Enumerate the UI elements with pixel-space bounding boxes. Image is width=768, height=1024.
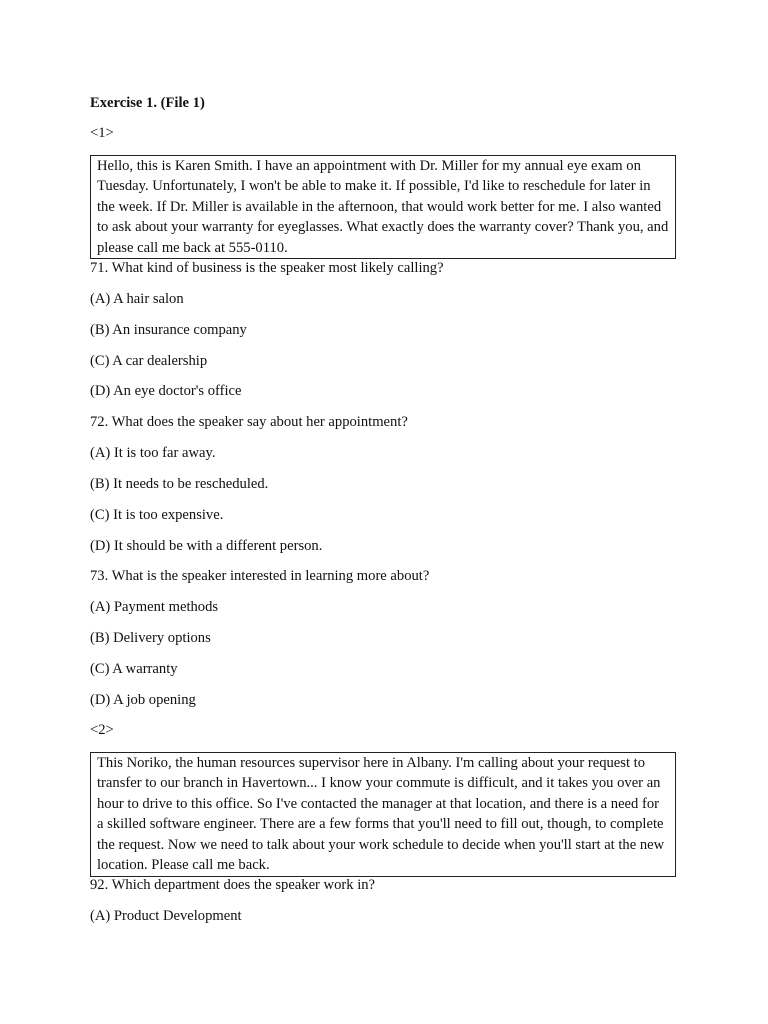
question-92-option-a: (A) Product Development bbox=[90, 908, 242, 924]
question-71-option-b: (B) An insurance company bbox=[90, 322, 247, 338]
question-72: 72. What does the speaker say about her appointment? bbox=[90, 414, 408, 430]
section-1-transcript: Hello, this is Karen Smith. I have an appointment with Dr. Miller for my annual eye exam on Tuesday. Unfortunately, I won't be able to make it. If possible, I'd like to reschedule for later in the week. If Dr. Miller is available in the afternoon, that would work better for me. I also wanted to ask about your warranty for eyeglasses. What exactly does the warranty cover? Thank you, and please call me back at 555-0110. bbox=[97, 158, 669, 256]
question-71-option-d: (D) An eye doctor's office bbox=[90, 383, 242, 399]
question-72-option-b: (B) It needs to be rescheduled. bbox=[90, 476, 269, 492]
section-1-marker: <1> bbox=[90, 125, 114, 141]
section-2-transcript-box bbox=[90, 752, 676, 877]
question-71: 71. What kind of business is the speaker most likely calling? bbox=[90, 260, 444, 276]
question-73-option-c: (C) A warranty bbox=[90, 661, 178, 677]
section-1-transcript-box bbox=[90, 155, 676, 259]
section-2-transcript: This Noriko, the human resources supervisor here in Albany. I'm calling about your request to transfer to our branch in Havertown... I know your commute is difficult, and it takes you over an hour to drive to this office. So I've contacted the manager at that location, and there is a need for a skilled software engineer. There are a few forms that you'll need to fill out, though, to complete the request. Now we need to talk about your work schedule to decide when you'll start at the new location. Please call me back. bbox=[97, 755, 665, 874]
exercise-title: Exercise 1. (File 1) bbox=[90, 95, 205, 111]
question-72-option-a: (A) It is too far away. bbox=[90, 445, 216, 461]
question-73: 73. What is the speaker interested in learning more about? bbox=[90, 568, 430, 584]
question-71-option-c: (C) A car dealership bbox=[90, 353, 208, 369]
question-92: 92. Which department does the speaker work in? bbox=[90, 877, 376, 893]
question-72-option-d: (D) It should be with a different person. bbox=[90, 538, 323, 554]
section-2-marker: <2> bbox=[90, 722, 114, 738]
question-71-option-a: (A) A hair salon bbox=[90, 291, 184, 307]
question-73-option-b: (B) Delivery options bbox=[90, 630, 211, 646]
question-73-option-d: (D) A job opening bbox=[90, 692, 196, 708]
question-73-option-a: (A) Payment methods bbox=[90, 599, 219, 615]
question-72-option-c: (C) It is too expensive. bbox=[90, 507, 224, 523]
